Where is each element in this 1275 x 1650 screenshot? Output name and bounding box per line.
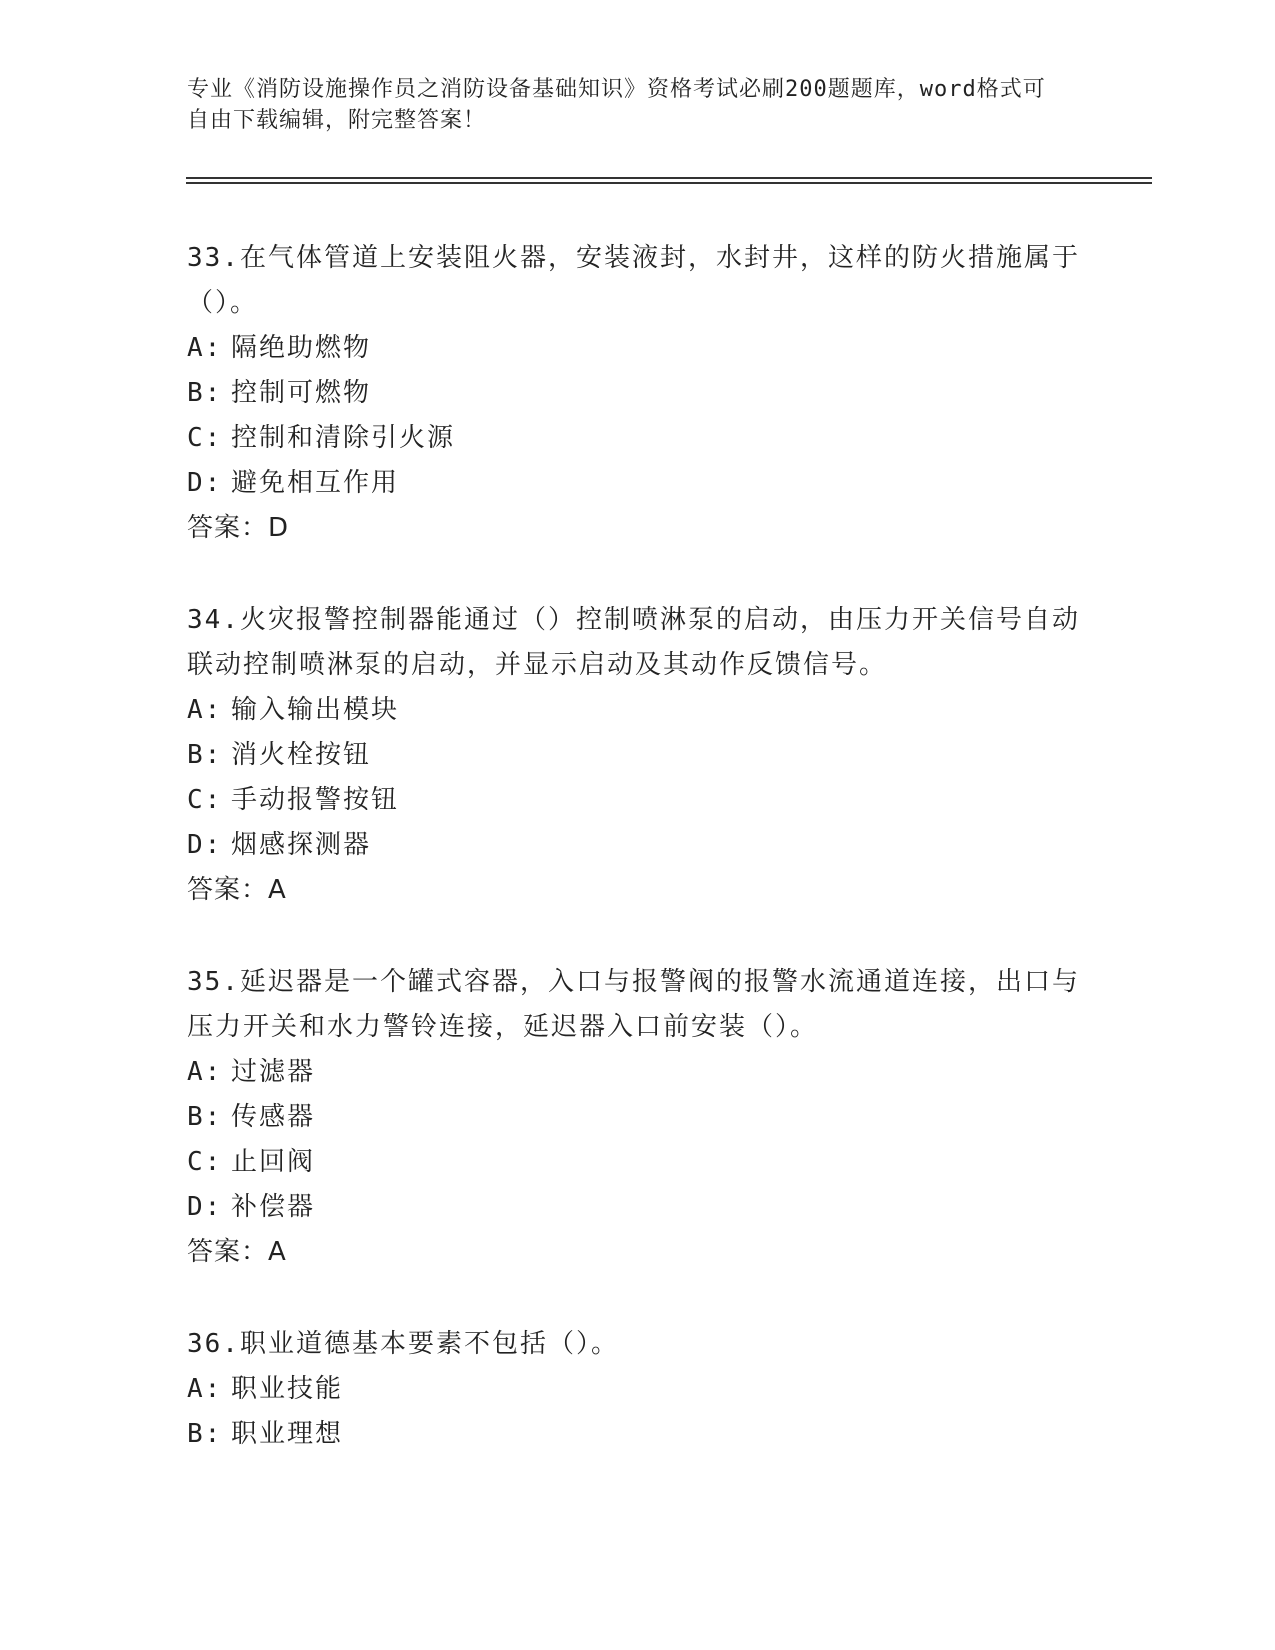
option-text: 消火栓按钮	[231, 740, 372, 770]
question-text: 火灾报警控制器能通过（）控制喷淋泵的启动，由压力开关信号自动联动控制喷淋泵的启动，并显示启动及其动作反馈信号。	[187, 605, 1080, 680]
question-number: 36.	[187, 1329, 240, 1359]
option-key: C:	[187, 785, 223, 815]
question-number: 35.	[187, 967, 240, 997]
answer-line	[187, 506, 1087, 551]
answer-line	[187, 868, 1087, 913]
question-text: 延迟器是一个罐式容器，入口与报警阀的报警水流通道连接，出口与压力开关和水力警铃连接，延迟器入口前安装（）。	[187, 967, 1080, 1042]
answer-label: 答案：	[187, 513, 269, 543]
answer-value: A	[268, 875, 287, 905]
option-key: B:	[187, 1419, 223, 1449]
option-text: 避免相互作用	[231, 468, 400, 498]
option-c	[187, 1140, 1087, 1185]
option-key: A:	[187, 1374, 223, 1404]
answer-value: D	[268, 513, 290, 543]
answer-label: 答案：	[187, 875, 269, 905]
option-key: A:	[187, 1057, 223, 1087]
option-text: 隔绝助燃物	[231, 333, 372, 363]
header-rule-top	[186, 177, 1152, 179]
option-text: 过滤器	[231, 1057, 316, 1087]
answer-label: 答案：	[187, 1237, 269, 1267]
question-35	[187, 960, 1087, 1275]
option-text: 补偿器	[231, 1192, 316, 1222]
question-33	[187, 236, 1087, 551]
option-text: 控制和清除引火源	[231, 423, 456, 453]
option-key: B:	[187, 1102, 223, 1132]
question-stem	[187, 598, 1087, 688]
option-text: 止回阀	[231, 1147, 316, 1177]
option-key: D:	[187, 1192, 223, 1222]
header-rule-bottom	[186, 182, 1152, 184]
option-a	[187, 1367, 1087, 1412]
option-key: C:	[187, 1147, 223, 1177]
option-c	[187, 778, 1087, 823]
question-stem	[187, 1322, 1087, 1367]
option-d	[187, 461, 1087, 506]
option-text: 职业技能	[231, 1374, 344, 1404]
option-d	[187, 823, 1087, 868]
question-stem	[187, 960, 1087, 1050]
option-key: D:	[187, 468, 223, 498]
question-list	[187, 236, 1087, 1504]
question-36	[187, 1322, 1087, 1457]
answer-line	[187, 1230, 1087, 1275]
option-text: 手动报警按钮	[231, 785, 400, 815]
option-d	[187, 1185, 1087, 1230]
option-b	[187, 371, 1087, 416]
option-key: A:	[187, 695, 223, 725]
option-key: B:	[187, 378, 223, 408]
option-b	[187, 733, 1087, 778]
option-key: B:	[187, 740, 223, 770]
option-b	[187, 1095, 1087, 1140]
option-text: 控制可燃物	[231, 378, 372, 408]
option-c	[187, 416, 1087, 461]
question-number: 33.	[187, 243, 240, 273]
option-text: 输入输出模块	[231, 695, 400, 725]
question-number: 34.	[187, 605, 240, 635]
question-text: 在气体管道上安装阻火器，安装液封，水封井，这样的防火措施属于（）。	[187, 243, 1080, 318]
option-key: C:	[187, 423, 223, 453]
option-a	[187, 1050, 1087, 1095]
document-header: 专业《消防设施操作员之消防设备基础知识》资格考试必刷200题题库，word格式可自由下载编辑，附完整答案！	[187, 77, 1046, 133]
option-text: 烟感探测器	[231, 830, 372, 860]
option-a	[187, 688, 1087, 733]
option-a	[187, 326, 1087, 371]
option-text: 传感器	[231, 1102, 316, 1132]
option-text: 职业理想	[231, 1419, 344, 1449]
option-b	[187, 1412, 1087, 1457]
question-34	[187, 598, 1087, 913]
question-stem	[187, 236, 1087, 326]
option-key: D:	[187, 830, 223, 860]
answer-value: A	[268, 1237, 287, 1267]
question-text: 职业道德基本要素不包括（）。	[239, 1329, 619, 1359]
option-key: A:	[187, 333, 223, 363]
